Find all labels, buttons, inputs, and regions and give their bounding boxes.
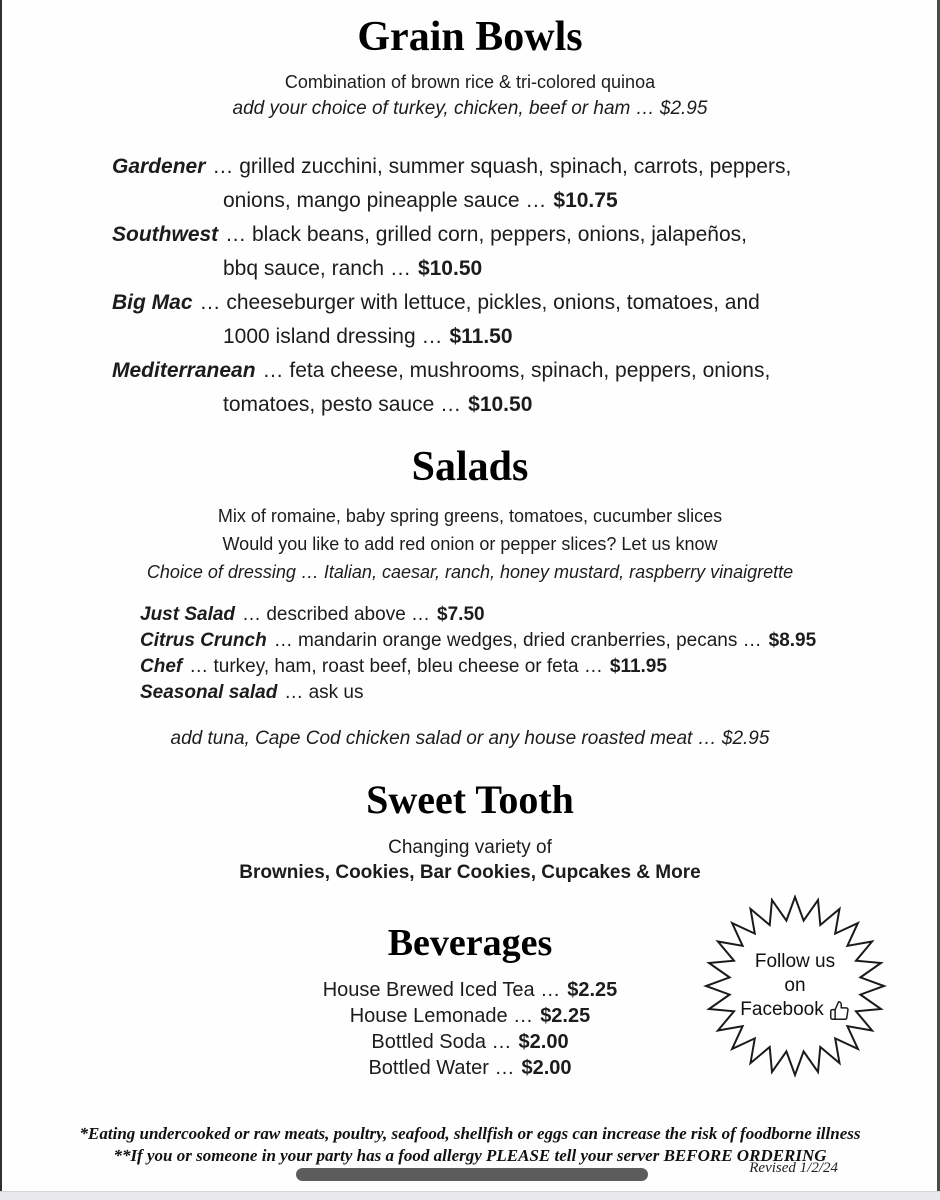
badge-line-1: Follow us (754, 951, 836, 972)
item-desc: … grilled zucchini, summer squash, spinach, carrots, peppers, (212, 155, 792, 178)
sweet-tooth-line-2: Brownies, Cookies, Bar Cookies, Cupcakes & More (239, 862, 701, 883)
page-bottom-strip (0, 1191, 940, 1200)
item-desc: … black beans, grilled corn, peppers, onions, jalapeños, (225, 223, 747, 246)
item-desc-cont: onions, mango pineapple sauce … (223, 189, 547, 212)
item-label: House Lemonade … (349, 1005, 534, 1027)
item-price: $10.75 (553, 189, 618, 212)
section-title-beverages: Beverages (387, 922, 553, 964)
item-price: $2.25 (567, 979, 618, 1001)
menu-item-citrus-crunch (140, 628, 940, 654)
item-name: Citrus Crunch (140, 630, 267, 651)
item-price: $11.95 (609, 656, 667, 677)
salads-desc-line-2: Would you like to add red onion or pepper slices? Let us know (222, 534, 718, 554)
item-name: Southwest (112, 223, 219, 246)
badge-line-2: on (784, 975, 806, 996)
salads-desc-line-1: Mix of romaine, baby spring greens, tomatoes, cucumber slices (217, 506, 723, 526)
menu-item-seasonal-salad (140, 680, 940, 706)
item-desc-cont: 1000 island dressing … (223, 325, 443, 348)
sweet-tooth-line-1: Changing variety of (388, 837, 552, 858)
item-price: $7.50 (437, 604, 485, 625)
salads-items (140, 602, 940, 706)
facebook-badge-text (702, 888, 888, 1084)
salads-dressing-line: Choice of dressing … Italian, caesar, ranch, honey mustard, raspberry vinaigrette (146, 562, 794, 582)
facebook-badge (702, 888, 888, 1084)
grain-bowls-items (112, 150, 940, 422)
menu-item-big-mac (112, 286, 940, 354)
redaction-bar (296, 1168, 648, 1181)
item-name: Mediterranean (112, 359, 256, 382)
item-label: Bottled Soda … (371, 1031, 512, 1053)
item-price: $2.25 (540, 1005, 591, 1027)
item-name: Just Salad (140, 604, 236, 625)
revised-date: Revised 1/2/24 (749, 1160, 838, 1176)
section-grain-bowls (0, 0, 940, 422)
item-price: $2.00 (521, 1057, 572, 1079)
item-name: Big Mac (112, 291, 193, 314)
item-price: $11.50 (449, 325, 513, 348)
item-name: Chef (140, 656, 183, 677)
thumbs-up-icon (829, 1000, 850, 1021)
page-edge-left (0, 0, 2, 1192)
item-desc: … cheeseburger with lettuce, pickles, onions, tomatoes, and (199, 291, 760, 314)
item-price: $10.50 (468, 393, 533, 416)
menu-item-southwest (112, 218, 940, 286)
salads-addon-note: add tuna, Cape Cod chicken salad or any house roasted meat … $2.95 (170, 728, 770, 749)
item-desc-cont: tomatoes, pesto sauce … (223, 393, 462, 416)
item-price: $10.50 (417, 257, 483, 280)
grain-bowls-addon-note: add your choice of turkey, chicken, beef or ham … $2.95 (232, 98, 708, 119)
menu-item-chef (140, 654, 940, 680)
item-desc: … feta cheese, mushrooms, spinach, peppers, onions, (262, 359, 771, 382)
disclaimer-line-2: **If you or someone in your party has a food allergy PLEASE tell your server BEFORE ORDERING (113, 1146, 827, 1165)
item-desc: … ask us (284, 682, 364, 703)
item-name: Gardener (112, 155, 206, 178)
grain-bowls-subtitle: Combination of brown rice & tri-colored quinoa (284, 72, 656, 92)
salads-description (0, 502, 940, 586)
item-desc-cont: bbq sauce, ranch … (223, 257, 411, 280)
item-desc: … mandarin orange wedges, dried cranberries, pecans … (273, 630, 762, 651)
item-price: $2.00 (518, 1031, 569, 1053)
section-title-grain-bowls: Grain Bowls (357, 14, 583, 60)
item-price: $8.95 (768, 630, 817, 651)
disclaimer-line-1: *Eating undercooked or raw meats, poultry, seafood, shellfish or eggs can increase the risk of foodborne illness (79, 1124, 861, 1143)
item-desc: … turkey, ham, roast beef, bleu cheese or feta … (189, 656, 603, 677)
section-salads (0, 444, 940, 750)
badge-line-3: Facebook (740, 999, 824, 1020)
menu-item-mediterranean (112, 354, 940, 422)
menu-item-gardener (112, 150, 940, 218)
item-desc: … described above … (242, 604, 431, 625)
item-label: House Brewed Iced Tea … (322, 979, 561, 1001)
section-title-salads: Salads (411, 444, 529, 490)
section-title-sweet-tooth: Sweet Tooth (366, 777, 574, 822)
section-sweet-tooth (0, 778, 940, 886)
menu-item-just-salad (140, 602, 940, 628)
item-label: Bottled Water … (368, 1057, 515, 1079)
item-name: Seasonal salad (140, 682, 278, 703)
